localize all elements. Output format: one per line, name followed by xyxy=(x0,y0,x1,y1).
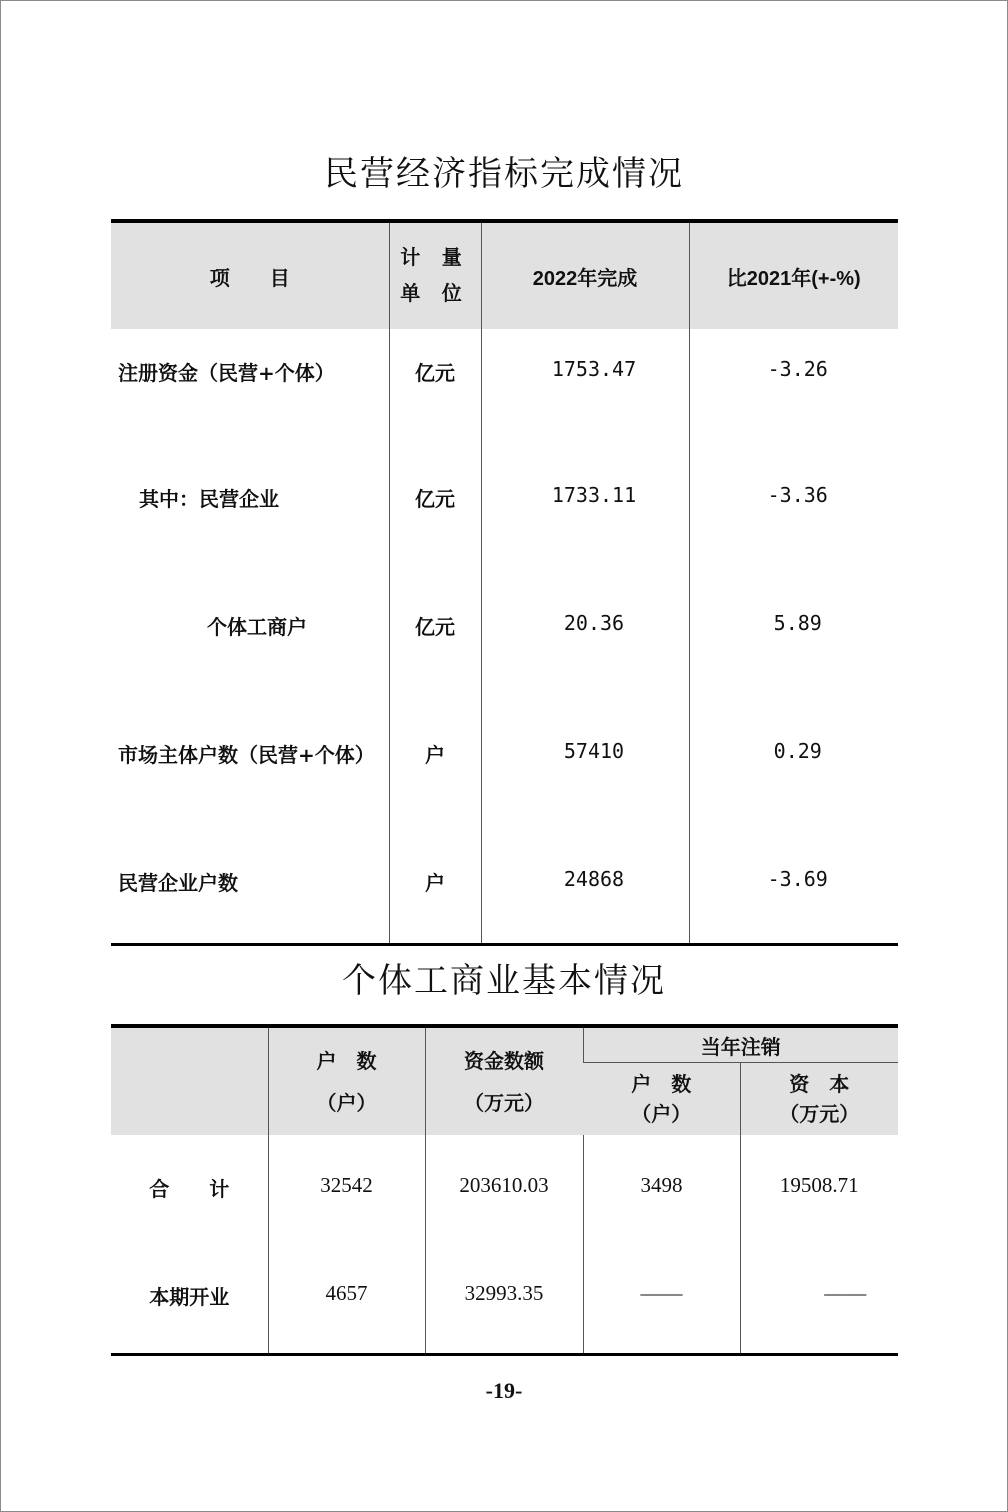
row-unit xyxy=(389,329,481,457)
row-cancelled-capital xyxy=(740,1253,898,1355)
row-change xyxy=(689,329,898,457)
row-item xyxy=(111,713,389,841)
header-cancelled-households-line1: 户 数 xyxy=(631,1072,692,1096)
page-number: -19- xyxy=(485,1378,523,1403)
row-item-label: 个体工商户 xyxy=(207,615,307,639)
header-capital-line2: （万元） xyxy=(464,1090,544,1115)
table-row xyxy=(111,713,898,841)
row-capital xyxy=(425,1135,583,1253)
table-row xyxy=(111,457,898,585)
row-label xyxy=(111,1253,268,1355)
header-capital xyxy=(425,1026,583,1135)
row-completed xyxy=(481,457,689,585)
row-item xyxy=(111,841,389,945)
header-capital-line1: 资金数额 xyxy=(464,1048,544,1073)
header-households-line2: （户） xyxy=(316,1090,377,1115)
row-unit xyxy=(389,457,481,585)
row-change-value: 5.89 xyxy=(773,611,822,635)
row-change-value: 0.29 xyxy=(773,739,822,763)
header-completed: 2022年完成 xyxy=(481,221,689,329)
row-unit-value: 户 xyxy=(425,743,445,767)
row-households-value: 32542 xyxy=(320,1173,373,1197)
header-unit-line2: 单 位 xyxy=(400,283,470,305)
row-completed-value: 20.36 xyxy=(563,611,625,635)
row-unit xyxy=(389,585,481,713)
header-households-line1: 户 数 xyxy=(316,1048,377,1073)
row-completed xyxy=(481,329,689,457)
row-unit-value: 户 xyxy=(425,871,445,895)
row-households xyxy=(268,1135,425,1253)
row-label-text: 本期开业 xyxy=(149,1285,230,1309)
table-row xyxy=(111,585,898,713)
row-item-label: 其中：民营企业 xyxy=(139,487,279,511)
row-capital-value: 32993.35 xyxy=(464,1281,544,1305)
table2-header-row-top xyxy=(111,1026,898,1063)
row-item-label: 市场主体户数（民营+个体） xyxy=(118,743,375,767)
row-completed xyxy=(481,713,689,841)
row-cancelled-households xyxy=(583,1135,740,1253)
header-cancelled: 当年注销 xyxy=(583,1026,898,1063)
table-row xyxy=(111,329,898,457)
table1-header-row xyxy=(111,221,898,329)
row-completed xyxy=(481,585,689,713)
table2-title: 个体工商业基本情况 xyxy=(342,961,666,1001)
row-completed-value: 1733.11 xyxy=(551,483,637,507)
header-cancelled-capital-line1: 资 本 xyxy=(789,1072,850,1096)
table-row xyxy=(111,1253,898,1355)
header-item: 项 目 xyxy=(111,221,389,329)
row-item xyxy=(111,329,389,457)
header-cancelled-households-line2: （户） xyxy=(631,1102,692,1126)
row-cancelled-households xyxy=(583,1253,740,1355)
row-change-value: -3.69 xyxy=(767,867,828,891)
header-cancelled-households xyxy=(583,1063,740,1136)
private-economy-table xyxy=(111,219,898,946)
row-completed-value: 24868 xyxy=(563,867,625,891)
table-row xyxy=(111,841,898,945)
row-cancelled-capital xyxy=(740,1135,898,1253)
header-change: 比2021年(+-%) xyxy=(689,221,898,329)
row-capital xyxy=(425,1253,583,1355)
table-row xyxy=(111,1135,898,1253)
row-change-value: -3.36 xyxy=(767,483,828,507)
row-change-value: -3.26 xyxy=(767,357,828,381)
row-cancelled-capital-value: —— xyxy=(824,1281,867,1305)
row-unit xyxy=(389,841,481,945)
row-change xyxy=(689,841,898,945)
row-cancelled-capital-value: 19508.71 xyxy=(779,1173,859,1197)
header-unit-line1: 计 量 xyxy=(400,247,470,269)
row-item-label: 民营企业户数 xyxy=(118,871,238,895)
row-change xyxy=(689,713,898,841)
row-change xyxy=(689,585,898,713)
header-blank xyxy=(111,1026,268,1135)
row-cancelled-households-value: 3498 xyxy=(640,1173,683,1197)
row-completed xyxy=(481,841,689,945)
table1-title: 民营经济指标完成情况 xyxy=(324,154,684,194)
row-change xyxy=(689,457,898,585)
row-unit xyxy=(389,713,481,841)
row-households-value: 4657 xyxy=(325,1281,368,1305)
row-cancelled-households-value: —— xyxy=(640,1281,683,1305)
row-unit-value: 亿元 xyxy=(415,361,455,385)
header-households xyxy=(268,1026,425,1135)
header-unit xyxy=(389,221,481,329)
individual-business-table xyxy=(111,1024,898,1356)
row-label xyxy=(111,1135,268,1253)
row-label-text: 合 计 xyxy=(149,1177,230,1201)
row-item-label: 注册资金（民营+个体） xyxy=(118,361,335,385)
row-item xyxy=(111,457,389,585)
row-completed-value: 57410 xyxy=(563,739,625,763)
row-capital-value: 203610.03 xyxy=(459,1173,549,1197)
row-households xyxy=(268,1253,425,1355)
row-unit-value: 亿元 xyxy=(415,487,455,511)
header-cancelled-capital xyxy=(740,1063,898,1136)
row-unit-value: 亿元 xyxy=(415,615,455,639)
header-cancelled-capital-line2: （万元） xyxy=(779,1102,860,1126)
row-item xyxy=(111,585,389,713)
row-completed-value: 1753.47 xyxy=(551,357,637,381)
